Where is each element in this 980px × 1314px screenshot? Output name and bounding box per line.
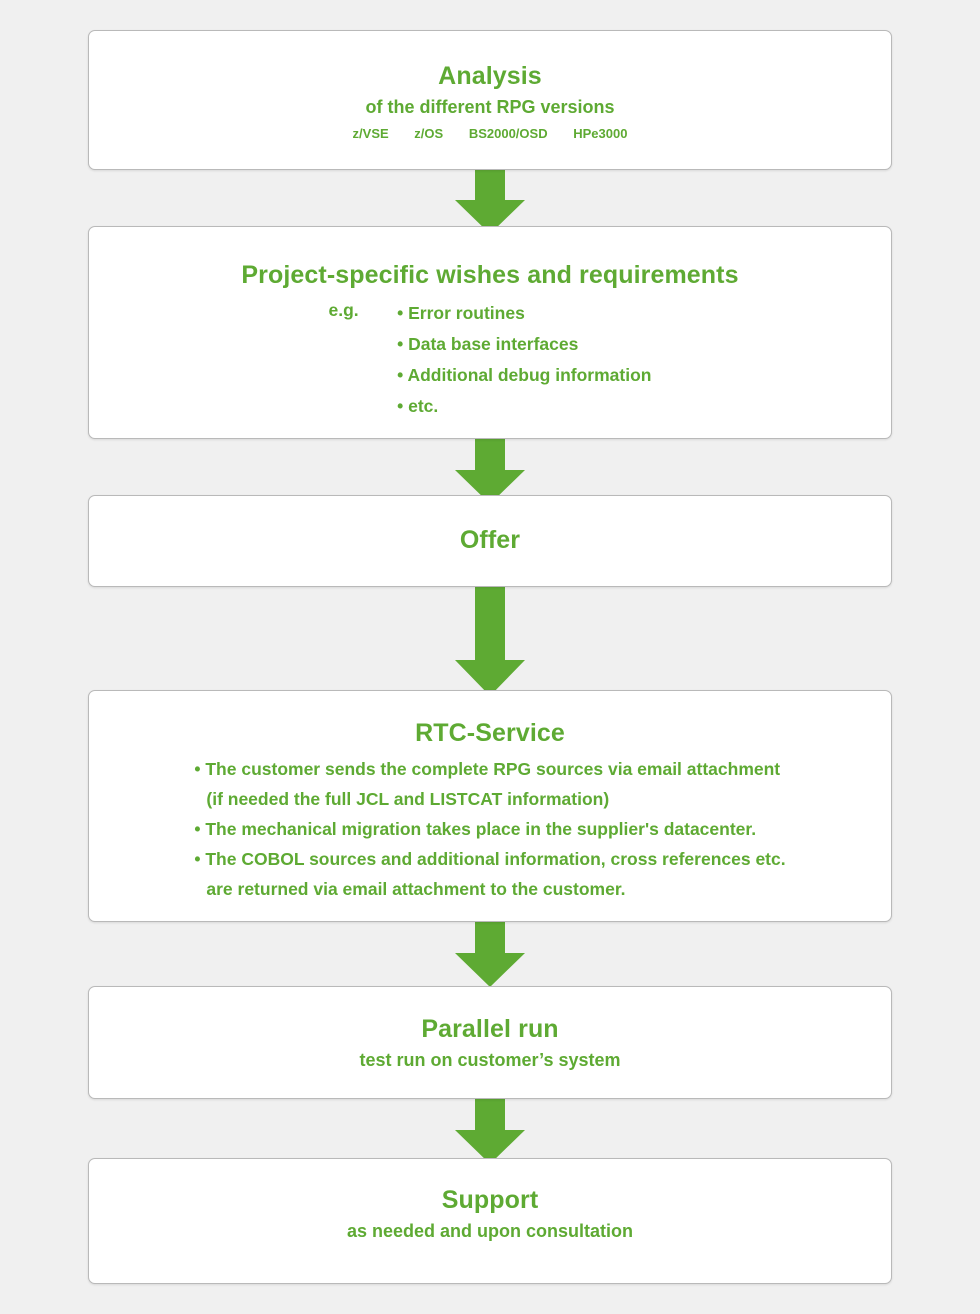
arrow-parallel-to-support <box>0 1092 980 1164</box>
requirements-row <box>89 298 891 423</box>
list-item-continuation: are returned via email attachment to the customer. <box>206 879 626 900</box>
step-box-rtc-service <box>88 690 892 922</box>
list-item: • Data base interfaces <box>397 334 579 355</box>
step-box-offer <box>88 495 892 587</box>
step-title-rtc-service: RTC-Service <box>415 719 565 747</box>
list-item <box>194 844 785 904</box>
arrow-offer-to-rtc <box>0 580 980 696</box>
list-item-line: • The mechanical migration takes place in the supplier's datacenter. <box>194 819 757 840</box>
rpg-version-tags <box>89 126 891 141</box>
step-subtitle-parallel-run: test run on customer’s system <box>359 1050 621 1070</box>
step-title-offer: Offer <box>459 526 521 554</box>
step-box-wishes <box>88 226 892 439</box>
list-item: • Additional debug information <box>397 365 652 386</box>
list-item <box>194 754 785 814</box>
step-box-support <box>88 1158 892 1284</box>
list-item <box>194 814 785 844</box>
step-box-parallel-run <box>88 986 892 1099</box>
list-item-line: • The customer sends the complete RPG sources via email attachment <box>194 759 781 779</box>
tag-bs2000osd: BS2000/OSD <box>468 125 548 141</box>
requirements-bullet-list <box>397 298 651 423</box>
eg-label: e.g. <box>328 300 359 320</box>
arrow-analysis-to-wishes <box>0 162 980 234</box>
tag-hpe3000: HPe3000 <box>573 125 628 141</box>
tag-zvse: z/VSE <box>352 125 389 141</box>
list-item: • etc. <box>397 396 439 417</box>
tag-zos: z/OS <box>414 125 444 141</box>
step-title-analysis: Analysis <box>438 62 542 90</box>
list-item-continuation: (if needed the full JCL and LISTCAT information) <box>206 789 610 810</box>
step-subtitle-analysis: of the different RPG versions <box>365 97 615 117</box>
rtc-bullet-list <box>194 754 785 904</box>
list-item-line: • The COBOL sources and additional information, cross references etc. <box>194 849 786 870</box>
step-title-support: Support <box>441 1186 539 1214</box>
step-subtitle-support: as needed and upon consultation <box>346 1221 634 1241</box>
step-title-parallel-run: Parallel run <box>421 1015 559 1043</box>
arrow-rtc-to-parallel <box>0 915 980 987</box>
step-title-wishes: Project-specific wishes and requirements <box>241 261 739 289</box>
arrow-wishes-to-offer <box>0 432 980 504</box>
step-box-analysis <box>88 30 892 170</box>
list-item: • Error routines <box>397 303 525 323</box>
